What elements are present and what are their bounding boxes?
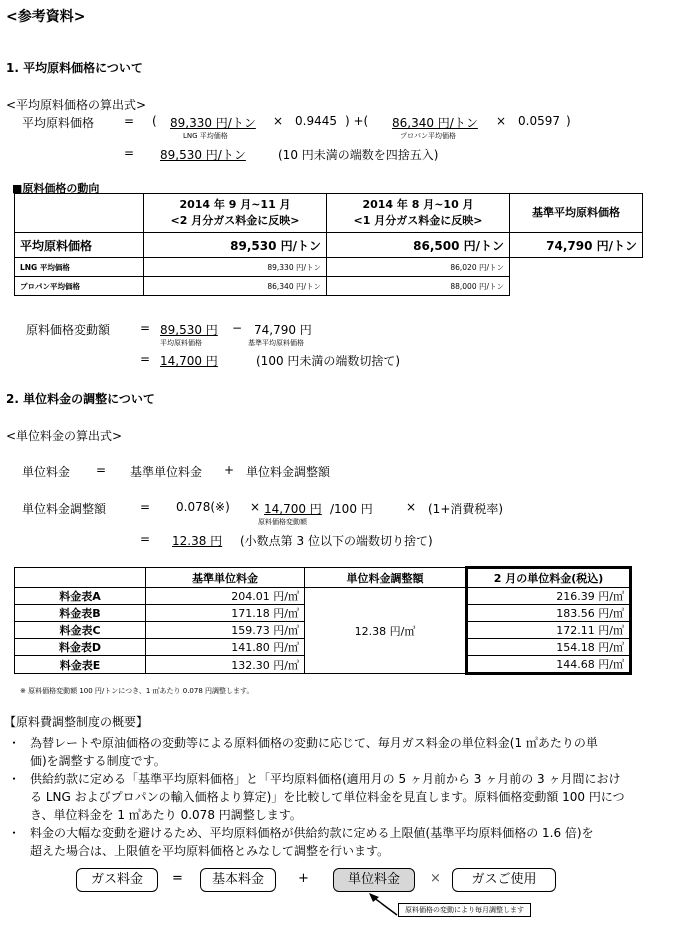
unit-price-table [14, 566, 632, 675]
page-title: <参考資料> [6, 9, 86, 25]
change-label: 原料価格変動額 [26, 323, 111, 337]
section1-heading: 1. 平均原料価格について [6, 61, 143, 75]
propane-times: × [496, 114, 507, 128]
adjust-tax-factor: (1+消費税率) [428, 502, 504, 516]
diagram-plus: + [298, 871, 309, 886]
unit-formula-base: 基準単位料金 [130, 465, 203, 479]
feb-price-d: 154.18 円/㎥ [467, 639, 631, 656]
adjust-formula-eq: = [140, 500, 151, 514]
row-label-lng: LNG 平均価格 [15, 258, 144, 277]
col-head-feb-price: 2 月の単位料金(税込) [467, 568, 631, 588]
unit-formula-title: <単位料金の算出式> [6, 429, 123, 443]
rate-label-c: 料金表C [15, 622, 146, 639]
col-head-current-period: 2014 年 9 月~11 月 [179, 198, 291, 211]
trend-table [14, 193, 643, 296]
unit-formula-adjust: 単位料金調整額 [246, 465, 331, 479]
adjust-result-eq: = [140, 532, 151, 546]
change-avg-label: 平均原料価格 [160, 339, 202, 347]
change-result-note: (100 円未満の端数切捨て) [256, 354, 401, 368]
adjust-result-note: (小数点第 3 位以下の端数切り捨て) [240, 534, 433, 548]
adjust-times: × [250, 500, 261, 514]
base-unit-e: 132.30 円/㎥ [146, 656, 305, 674]
rate-label-b: 料金表B [15, 605, 146, 622]
propane-value-label: プロパン平均価格 [400, 132, 456, 140]
avg-result-note: (10 円未満の端数を四捨五入) [278, 148, 439, 162]
cell-lng-current: 89,330 円/トン [144, 258, 327, 277]
avg-result-value: 89,530 円/トン [160, 148, 246, 162]
rate-label-d: 料金表D [15, 639, 146, 656]
change-result-eq: = [140, 352, 151, 366]
paren-close-plus: ) +( [345, 114, 369, 128]
trend-title: ■原料価格の動向 [12, 182, 100, 195]
row-label-avg-price: 平均原料価格 [15, 233, 144, 258]
col-head-prev-period: 2014 年 8 月~10 月 [362, 198, 474, 211]
cell-avg-prev: 86,500 円/トン [327, 233, 510, 258]
adjust-change-label: 原料価格変動額 [258, 518, 307, 526]
base-unit-d: 141.80 円/㎥ [146, 639, 305, 656]
unit-formula-plus: + [224, 463, 235, 477]
base-unit-a: 204.01 円/㎥ [146, 588, 305, 605]
base-fee-box: 基本料金 [200, 868, 276, 892]
base-unit-b: 171.18 円/㎥ [146, 605, 305, 622]
adjust-change-value: 14,700 円 [264, 502, 322, 516]
bullet-1: ・ [8, 736, 21, 750]
cell-propane-current: 86,340 円/トン [144, 277, 327, 296]
overview-heading: 【原料費調整制度の概要】 [4, 715, 149, 729]
feb-price-b: 183.56 円/㎥ [467, 605, 631, 622]
diagram-times: × [430, 871, 441, 886]
table-footnote: ※ 原料価格変動額 100 円/トンにつき、1 ㎥あたり 0.078 円調整します。 [20, 687, 254, 695]
adjust-amount-cell: 12.38 円/㎥ [305, 588, 467, 674]
row-label-propane: プロパン平均価格 [15, 277, 144, 296]
lng-coefficient: 0.9445 [295, 114, 337, 128]
avg-result-eq: = [124, 146, 135, 160]
unit-adjust-note: 原料価格の変動により毎月調整します [398, 903, 531, 917]
col-head-adjust: 単位料金調整額 [305, 568, 467, 588]
unit-formula-eq: = [96, 463, 107, 477]
col-head-prev-reflect: <1 月分ガス料金に反映> [353, 214, 483, 227]
base-unit-c: 159.73 円/㎥ [146, 622, 305, 639]
section2-heading: 2. 単位料金の調整について [6, 392, 155, 406]
cell-propane-prev: 88,000 円/トン [327, 277, 510, 296]
usage-box: ガスご使用 [452, 868, 556, 892]
col-head-base-unit: 基準単位料金 [146, 568, 305, 588]
lng-times: × [273, 114, 284, 128]
feb-price-c: 172.11 円/㎥ [467, 622, 631, 639]
change-avg-value: 89,530 円 [160, 323, 218, 337]
change-result-value: 14,700 円 [160, 354, 218, 368]
avg-formula-label: 平均原料価格 [22, 116, 95, 130]
avg-formula-title: <平均原料価格の算出式> [6, 98, 147, 112]
cell-lng-prev: 86,020 円/トン [327, 258, 510, 277]
gas-fee-box: ガス料金 [76, 868, 158, 892]
col-head-current-reflect: <2 月分ガス料金に反映> [170, 214, 300, 227]
lng-value: 89,330 円/トン [170, 116, 256, 130]
diagram-eq: = [172, 871, 183, 886]
cell-avg-base: 74,790 円/トン [510, 233, 643, 258]
rate-label-a: 料金表A [15, 588, 146, 605]
change-minus: − [232, 321, 243, 335]
propane-value: 86,340 円/トン [392, 116, 478, 130]
adjust-result-value: 12.38 円 [172, 534, 223, 548]
bullet-3: ・ [8, 826, 21, 840]
adjust-coefficient: 0.078(※) [176, 500, 230, 514]
adjust-divisor: /100 円 [330, 502, 373, 516]
adjust-times-2: × [406, 500, 417, 514]
lng-value-label: LNG 平均価格 [183, 132, 228, 140]
overview-text-3a: 料金の大幅な変動を避けるため、平均原料価格が供給約款に定める上限値(基準平均原料価格の 1.6 倍)を [30, 826, 594, 840]
unit-fee-box: 単位料金 [333, 868, 415, 892]
change-base-label: 基準平均原料価格 [248, 339, 304, 347]
paren-close: ) [566, 114, 571, 128]
overview-text-2c: き、単位料金を 1 ㎥あたり 0.078 円調整します。 [30, 808, 302, 822]
col-head-base-price: 基準平均原料価格 [510, 194, 643, 233]
propane-coefficient: 0.0597 [518, 114, 560, 128]
overview-text-2b: る LNG およびプロパンの輸入価格より算定)」を比較して単位料金を見直します。原料価格変動額 100 円につ [30, 790, 625, 804]
cell-avg-current: 89,530 円/トン [144, 233, 327, 258]
adjust-formula-label: 単位料金調整額 [22, 502, 107, 516]
overview-text-3b: 超えた場合は、上限値を平均原料価格とみなして調整を行います。 [30, 844, 390, 858]
bullet-2: ・ [8, 772, 21, 786]
change-base-value: 74,790 円 [254, 323, 312, 337]
overview-text-1a: 為替レートや原油価格の変動等による原料価格の変動に応じて、毎月ガス料金の単位料金(1 ㎥あたりの単 [30, 736, 598, 750]
overview-text-2a: 供給約款に定める「基準平均原料価格」と「平均原料価格(適用月の 5 ヶ月前から 3 ヶ月前の 3 ヶ月間におけ [30, 772, 621, 786]
unit-formula-label: 単位料金 [22, 465, 71, 479]
paren-open: ( [152, 114, 157, 128]
feb-price-e: 144.68 円/㎥ [467, 656, 631, 674]
overview-text-1b: 価)を調整する制度です。 [30, 754, 166, 768]
avg-formula-eq: = [124, 114, 135, 128]
rate-label-e: 料金表E [15, 656, 146, 674]
change-eq: = [140, 321, 151, 335]
feb-price-a: 216.39 円/㎥ [467, 588, 631, 605]
